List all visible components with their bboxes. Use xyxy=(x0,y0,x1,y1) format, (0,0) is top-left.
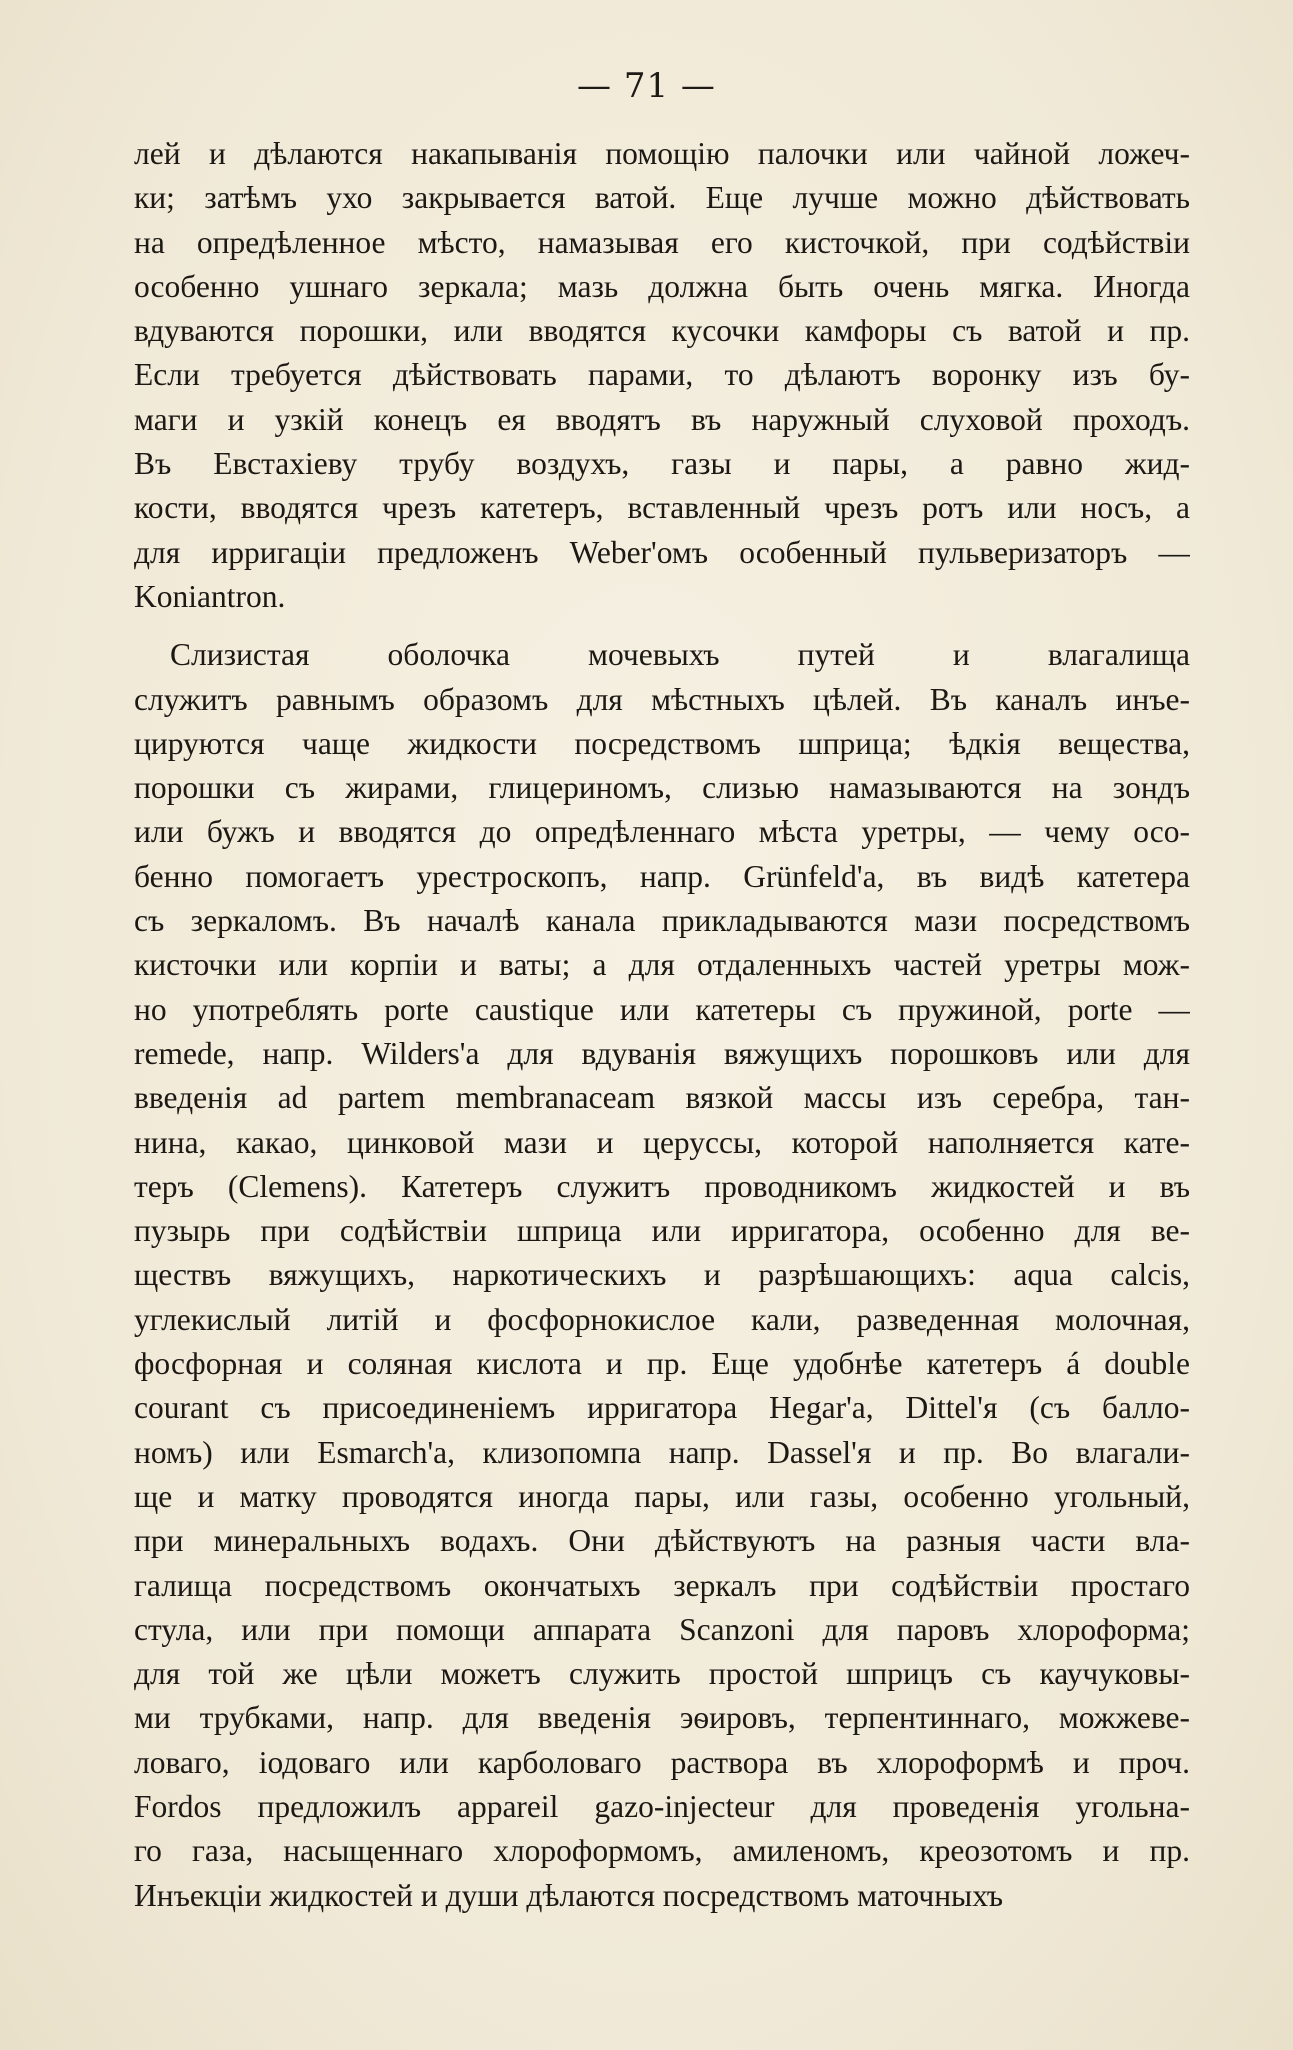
text-line: углекислый литій и фосфорнокислое кали, разведенная молочная, xyxy=(134,1301,1190,1337)
text-line: особенно ушнаго зеркала; мазь должна быть очень мягка. Иногда xyxy=(134,268,1190,304)
text-line: фосфорная и соляная кислота и пр. Еще удобнѣе катетеръ á double xyxy=(134,1346,1190,1382)
text-line: съ зеркаломъ. Въ началѣ канала прикладываются мази посредствомъ xyxy=(134,903,1190,939)
text-line: Слизистая оболочка мочевыхъ путей и влагалища xyxy=(170,637,1190,673)
text-line: Fordos предложилъ appareil gazo-injecteur для проведенія угольна- xyxy=(134,1788,1190,1824)
text-line: лей и дѣлаются накапыванія помощію палочки или чайной ложеч- xyxy=(134,136,1190,171)
page-number: — 71 — xyxy=(577,66,716,106)
text-line: кисточки или корпіи и ваты; а для отдаленныхъ частей уретры мож- xyxy=(134,947,1190,983)
text-line: бенно помогаетъ урестроскопъ, напр. Grünfeld'а, въ видѣ катетера xyxy=(134,858,1190,894)
text-line: ловаго, іодоваго или карболоваго раствора въ хлороформѣ и проч. xyxy=(134,1744,1190,1780)
text-line: го газа, насыщеннаго хлороформомъ, амиленомъ, креозотомъ и пр. xyxy=(134,1833,1190,1869)
text-line: Инъекціи жидкостей и души дѣлаются посредствомъ маточныхъ xyxy=(134,1877,1004,1913)
paragraph xyxy=(134,132,1190,619)
text-line: введенія ad partem membranaceam вязкой массы изъ серебра, тан- xyxy=(134,1080,1190,1116)
text-line: Въ Евстахіеву трубу воздухъ, газы и пары, а равно жид- xyxy=(134,446,1190,482)
text-line: ми трубками, напр. для введенія эѳировъ, терпентиннаго, можжеве- xyxy=(134,1700,1190,1736)
paragraph xyxy=(134,633,1190,1918)
text-line: порошки съ жирами, глицериномъ, слизью намазываются на зондъ xyxy=(134,770,1190,806)
text-line: courant съ присоединеніемъ ирригатора Hegar'а, Dittel'я (съ балло- xyxy=(134,1390,1190,1426)
text-line: на опредѣленное мѣсто, намазывая его кисточкой, при содѣйствіи xyxy=(134,224,1190,260)
text-line: пузырь при содѣйствіи шприца или ирригатора, особенно для ве- xyxy=(134,1213,1190,1249)
text-line: номъ) или Esmarch'а, клизопомпа напр. Dassel'я и пр. Во влагали- xyxy=(134,1434,1190,1470)
text-line: но употреблять porte caustique или катетеры съ пружиной, porte — xyxy=(134,991,1190,1027)
text-line: Koniantron. xyxy=(134,578,286,614)
text-line: нина, какао, цинковой мази и церуссы, которой наполняется кате- xyxy=(134,1124,1190,1160)
text-line: для той же цѣли можетъ служить простой шприцъ съ каучуковы- xyxy=(134,1656,1190,1692)
text-line: Если требуется дѣйствовать парами, то дѣлаютъ воронку изъ бу- xyxy=(134,357,1190,393)
text-line: при минеральныхъ водахъ. Они дѣйствуютъ на разныя части вла- xyxy=(134,1523,1190,1559)
text-line: remede, напр. Wilders'а для вдуванія вяжущихъ порошковъ или для xyxy=(134,1035,1190,1071)
paragraph-gap xyxy=(134,619,1190,633)
text-line: или бужъ и вводятся до опредѣленнаго мѣста уретры, — чему осо- xyxy=(134,814,1190,850)
text-line: служитъ равнымъ образомъ для мѣстныхъ цѣлей. Въ каналъ инъе- xyxy=(134,681,1190,717)
text-line: теръ (Clemens). Катетеръ служитъ проводникомъ жидкостей и въ xyxy=(134,1168,1190,1204)
text-line: галища посредствомъ окончатыхъ зеркалъ при содѣйствіи простаго xyxy=(134,1567,1190,1603)
body-text xyxy=(134,132,1190,1918)
text-line: ществъ вяжущихъ, наркотическихъ и разрѣшающихъ: aqua calcis, xyxy=(134,1257,1190,1293)
text-line: для ирригаціи предложенъ Weber'омъ особенный пульверизаторъ — xyxy=(134,534,1190,570)
text-line: цируются чаще жидкости посредствомъ шприца; ѣдкія вещества, xyxy=(134,725,1190,761)
text-line: кости, вводятся чрезъ катетеръ, вставленный чрезъ ротъ или носъ, а xyxy=(134,490,1190,526)
text-line: маги и узкій конецъ ея вводятъ въ наружный слуховой проходъ. xyxy=(134,401,1190,437)
text-line: стула, или при помощи аппарата Scanzoni для паровъ хлороформа; xyxy=(134,1611,1190,1647)
text-line: вдуваются порошки, или вводятся кусочки камфоры съ ватой и пр. xyxy=(134,313,1190,349)
text-line: ще и матку проводятся иногда пары, или газы, особенно угольный, xyxy=(134,1478,1190,1514)
text-line: ки; затѣмъ ухо закрывается ватой. Еще лучше можно дѣйствовать xyxy=(134,180,1190,216)
